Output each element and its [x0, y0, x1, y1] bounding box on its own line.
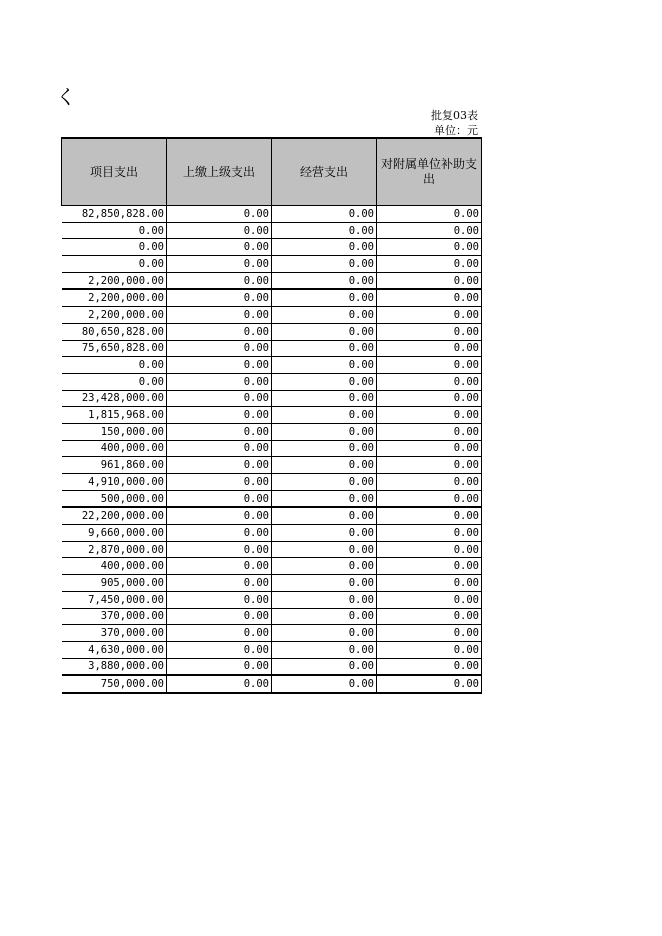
table-cell: 0.00 — [167, 256, 272, 273]
table-row — [62, 558, 482, 575]
table-row — [62, 608, 482, 625]
table-cell: 1,815,968.00 — [62, 407, 167, 424]
table-cell: 400,000.00 — [62, 558, 167, 575]
table-cell: 80,650,828.00 — [62, 323, 167, 340]
table-row — [62, 206, 482, 223]
table-cell: 0.00 — [377, 641, 482, 658]
table-row — [62, 507, 482, 524]
table-cell: 0.00 — [377, 256, 482, 273]
table-cell: 0.00 — [377, 222, 482, 239]
table-cell: 0.00 — [272, 675, 377, 693]
table-cell: 3,880,000.00 — [62, 658, 167, 675]
table-row — [62, 675, 482, 693]
table-cell: 0.00 — [377, 575, 482, 592]
table-row — [62, 575, 482, 592]
table-cell: 0.00 — [167, 575, 272, 592]
table-row — [62, 272, 482, 289]
table-cell: 961,860.00 — [62, 457, 167, 474]
table-row — [62, 340, 482, 357]
table-cell: 2,200,000.00 — [62, 307, 167, 324]
table-cell: 0.00 — [167, 507, 272, 524]
table-cell: 0.00 — [167, 340, 272, 357]
table-cell: 0.00 — [377, 457, 482, 474]
table-cell: 0.00 — [272, 256, 377, 273]
table-cell: 0.00 — [272, 206, 377, 223]
table-cell: 0.00 — [272, 373, 377, 390]
table-cell: 0.00 — [272, 575, 377, 592]
table-cell: 0.00 — [272, 507, 377, 524]
table-row — [62, 490, 482, 507]
table-row — [62, 289, 482, 306]
table-row — [62, 307, 482, 324]
table-cell: 0.00 — [167, 307, 272, 324]
table-cell: 0.00 — [167, 390, 272, 407]
table-cell: 0.00 — [167, 675, 272, 693]
table-cell: 0.00 — [167, 558, 272, 575]
table-cell: 0.00 — [272, 440, 377, 457]
table-cell: 150,000.00 — [62, 423, 167, 440]
table-cell: 0.00 — [167, 373, 272, 390]
table-cell: 0.00 — [167, 357, 272, 374]
table-cell: 0.00 — [167, 206, 272, 223]
table-cell: 0.00 — [272, 289, 377, 306]
table-cell: 0.00 — [272, 407, 377, 424]
table-row — [62, 641, 482, 658]
table-cell: 0.00 — [377, 307, 482, 324]
table-cell: 4,910,000.00 — [62, 474, 167, 491]
table-cell: 0.00 — [377, 239, 482, 256]
table-cell: 0.00 — [377, 558, 482, 575]
table-cell: 0.00 — [167, 239, 272, 256]
table-row — [62, 407, 482, 424]
table-cell: 0.00 — [167, 222, 272, 239]
table-cell: 0.00 — [377, 625, 482, 642]
table-cell: 0.00 — [377, 272, 482, 289]
table-cell: 0.00 — [62, 357, 167, 374]
table-cell: 0.00 — [62, 222, 167, 239]
table-cell: 2,200,000.00 — [62, 272, 167, 289]
table-cell: 0.00 — [167, 289, 272, 306]
table-cell: 0.00 — [272, 541, 377, 558]
table-cell: 0.00 — [272, 658, 377, 675]
table-cell: 0.00 — [272, 525, 377, 542]
table-cell: 0.00 — [272, 608, 377, 625]
document-number: 批复03表 — [431, 109, 478, 122]
title-fragment: く — [56, 85, 76, 109]
table-cell: 0.00 — [167, 423, 272, 440]
table-cell: 905,000.00 — [62, 575, 167, 592]
table-cell: 0.00 — [62, 373, 167, 390]
table-cell: 0.00 — [377, 390, 482, 407]
table-cell: 2,870,000.00 — [62, 541, 167, 558]
table-cell: 0.00 — [377, 474, 482, 491]
table-cell: 0.00 — [167, 658, 272, 675]
table-cell: 0.00 — [272, 558, 377, 575]
table-cell: 370,000.00 — [62, 608, 167, 625]
table-cell: 0.00 — [272, 239, 377, 256]
table-cell: 0.00 — [377, 608, 482, 625]
table-cell: 7,450,000.00 — [62, 591, 167, 608]
table-cell: 0.00 — [272, 423, 377, 440]
table-cell: 0.00 — [167, 474, 272, 491]
table-cell: 0.00 — [167, 490, 272, 507]
table-cell: 0.00 — [272, 307, 377, 324]
table-cell: 0.00 — [272, 323, 377, 340]
table-cell: 0.00 — [377, 340, 482, 357]
table-cell: 0.00 — [272, 490, 377, 507]
table-cell: 0.00 — [377, 541, 482, 558]
table-row — [62, 474, 482, 491]
table-cell: 0.00 — [377, 525, 482, 542]
table-row — [62, 239, 482, 256]
table-cell: 0.00 — [272, 591, 377, 608]
table-row — [62, 625, 482, 642]
table-cell: 0.00 — [62, 239, 167, 256]
table-cell: 0.00 — [377, 507, 482, 524]
table-cell: 0.00 — [377, 440, 482, 457]
table-cell: 750,000.00 — [62, 675, 167, 693]
table-cell: 23,428,000.00 — [62, 390, 167, 407]
table-cell: 82,850,828.00 — [62, 206, 167, 223]
table-header-row — [62, 138, 482, 206]
table-cell: 22,200,000.00 — [62, 507, 167, 524]
table-row — [62, 457, 482, 474]
table-cell: 0.00 — [377, 373, 482, 390]
column-header-remit-to-superior: 上缴上级支出 — [167, 138, 272, 206]
table-cell: 0.00 — [272, 625, 377, 642]
table-cell: 0.00 — [272, 222, 377, 239]
table-row — [62, 357, 482, 374]
table-row — [62, 323, 482, 340]
table-cell: 0.00 — [377, 675, 482, 693]
table-cell: 370,000.00 — [62, 625, 167, 642]
table-cell: 0.00 — [272, 390, 377, 407]
table-cell: 0.00 — [167, 541, 272, 558]
table-cell: 0.00 — [377, 407, 482, 424]
table-row — [62, 423, 482, 440]
table-row — [62, 541, 482, 558]
table-cell: 0.00 — [62, 256, 167, 273]
table-cell: 0.00 — [272, 340, 377, 357]
table-cell: 4,630,000.00 — [62, 641, 167, 658]
table-row — [62, 440, 482, 457]
table-cell: 0.00 — [377, 323, 482, 340]
column-header-subsidiary-subsidy: 对附属单位补助支出 — [377, 138, 482, 206]
table-row — [62, 390, 482, 407]
table-cell: 0.00 — [377, 658, 482, 675]
table-cell: 0.00 — [167, 440, 272, 457]
table-body — [62, 206, 482, 693]
table-cell: 2,200,000.00 — [62, 289, 167, 306]
table-cell: 0.00 — [377, 591, 482, 608]
table-cell: 500,000.00 — [62, 490, 167, 507]
table-cell: 0.00 — [167, 625, 272, 642]
table-cell: 0.00 — [272, 357, 377, 374]
table-cell: 0.00 — [377, 423, 482, 440]
table-cell: 0.00 — [167, 641, 272, 658]
table-cell: 0.00 — [272, 641, 377, 658]
table-cell: 0.00 — [167, 457, 272, 474]
table-cell: 75,650,828.00 — [62, 340, 167, 357]
table-cell: 0.00 — [377, 357, 482, 374]
table-cell: 0.00 — [272, 474, 377, 491]
table-row — [62, 591, 482, 608]
table-cell: 0.00 — [167, 525, 272, 542]
table-cell: 0.00 — [377, 289, 482, 306]
table-cell: 0.00 — [272, 457, 377, 474]
table-cell: 400,000.00 — [62, 440, 167, 457]
column-header-operating-expenditure: 经营支出 — [272, 138, 377, 206]
table-row — [62, 658, 482, 675]
table-row — [62, 222, 482, 239]
table-cell: 0.00 — [167, 591, 272, 608]
table-cell: 0.00 — [167, 323, 272, 340]
expenditure-table — [61, 137, 482, 694]
table-cell: 0.00 — [377, 490, 482, 507]
unit-label: 单位：元 — [434, 124, 478, 137]
table-row — [62, 373, 482, 390]
table-cell: 0.00 — [272, 272, 377, 289]
table-cell: 0.00 — [377, 206, 482, 223]
table-row — [62, 525, 482, 542]
table-cell: 0.00 — [167, 272, 272, 289]
column-header-project-expenditure: 项目支出 — [62, 138, 167, 206]
table-cell: 0.00 — [167, 608, 272, 625]
table-cell: 9,660,000.00 — [62, 525, 167, 542]
table-cell: 0.00 — [167, 407, 272, 424]
table-row — [62, 256, 482, 273]
